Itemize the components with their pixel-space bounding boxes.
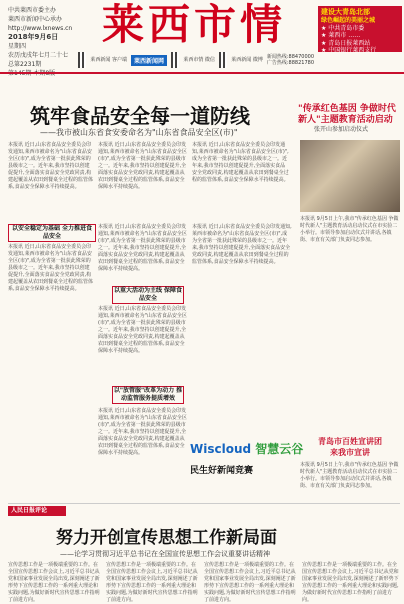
section-divider <box>8 503 400 504</box>
ad-line: 绿色崛起的美丽之城 <box>321 17 376 24</box>
ad-line: ★ 中共青岛市委 <box>321 24 365 32</box>
masthead-info <box>8 6 73 78</box>
second-body-col3: 宣传思想工作是一项极端重要的工作。在全国宣传思想工作会议上,习近平总书记从党和国家事业发展全局出发,深刻阐述了新形势下宣传思想工作的一系列重大理论和实践问题,为做好新时代宣传思想工作指明了前进方向。 <box>204 562 296 603</box>
second-headline[interactable]: 努力开创宣传思想工作新局面 <box>56 528 277 548</box>
phone-info <box>267 54 314 66</box>
promo-block[interactable] <box>190 440 304 496</box>
wiscloud-logo-en: Wiscloud <box>190 442 252 456</box>
ad-line: ★ 青岛日报莱西站 <box>321 39 371 47</box>
wiscloud-logo <box>190 440 304 457</box>
weekday: 星期四 <box>8 43 27 50</box>
lead-body-col3: 本报讯 近日,山东省食品安全委员会印发通知,莱西市被命名为"山东省食品安全区(市)",成为全省第一批获此殊荣的县级市之一。近年来,我市坚持以创建促提升,全面落实食品安全党政同责,构建起覆盖从农田到餐桌全过程的监管体系,食品安全保障水平持续提高。 <box>192 142 289 183</box>
top-ad[interactable] <box>318 6 402 52</box>
second-body-col4: 宣传思想工作是一项极端重要的工作。在全国宣传思想工作会议上,习近平总书记从党和国家事业发展全局出发,深刻阐述了新形势下宣传思想工作的一系列重大理论和实践问题,为做好新时代宣传思想工作指明了前进方向。 <box>302 562 399 603</box>
qr-label: 莱西新闻 微博 <box>231 57 263 63</box>
website-url[interactable]: http://www.lxnews.cn <box>8 25 73 32</box>
subtitle-box: 以重大活动为主线 保障食品安全 <box>113 287 183 302</box>
wiscloud-logo-cn: 智慧云谷 <box>255 442 304 456</box>
lead-body-col1: 本报讯 近日,山东省食品安全委员会印发通知,莱西市被命名为"山东省食品安全区(市)",成为全省第一批获此殊荣的县级市之一。近年来,我市坚持以创建促提升,全面落实食品安全党政同责,构建起覆盖从农田到餐桌全过程的监管体系,食品安全保障水平持续提高。 <box>8 142 94 190</box>
subtitle-box: 以安全稳定为基础 全力推进食品安全 <box>8 224 96 242</box>
total-issue: 总第2231期 <box>8 61 42 68</box>
qingdao-body: 本报讯 9月5日上午,我市"传承红色基因 争做时代新人"主题教育活动启动仪式在市实验二小举行。市领导参加启动仪式并讲话,各镇街、市直有关部门负责同志参加。 <box>300 462 399 489</box>
ad-headline: 建设大青岛北部 <box>321 8 370 16</box>
qr-strip <box>78 50 314 70</box>
second-subhead: ——论学习贯彻习近平总书记在全国宣传思想工作会议重要讲话精神 <box>60 550 270 558</box>
issue-date: 2018年9月6日 <box>8 33 59 41</box>
qr-code-icon[interactable] <box>219 52 227 68</box>
lead-body-col3b: 本报讯 近日,山东省食品安全委员会印发通知,莱西市被命名为"山东省食品安全区(市)",成为全省第一批获此殊荣的县级市之一。近年来,我市坚持以创建促提升,全面落实食品安全党政同责,构建起覆盖从农田到餐桌全过程的监管体系,食品安全保障水平持续提高。 <box>192 224 292 265</box>
phone-line: 广告热线:88821780 <box>266 60 315 66</box>
lead-body-col2c: 本报讯 近日,山东省食品安全委员会印发通知,莱西市被命名为"山东省食品安全区(市)",成为全省第一批获此殊荣的县级市之一。近年来,我市坚持以创建促提升,全面落实食品安全党政同责,构建起覆盖从农田到餐桌全过程的监管体系,食品安全保障水平持续提高。 <box>98 306 187 354</box>
side-body: 本报讯 9月5日上午,我市"传承红色基因 争做时代新人"主题教育活动启动仪式在市实验二小举行。市领导参加启动仪式并讲话,各镇街、市直有关部门负责同志参加。 <box>300 216 399 243</box>
promo-caption: 民生好新闻竞赛 <box>190 466 254 476</box>
ad-line: ★ 中国银行莱西支行 <box>321 47 377 54</box>
side-photo <box>300 140 400 212</box>
second-body-col2: 宣传思想工作是一项极端重要的工作。在全国宣传思想工作会议上,习近平总书记从党和国家事业发展全局出发,深刻阐述了新形势下宣传思想工作的一系列重大理论和实践问题,为做好新时代宣传思想工作指明了前进方向。 <box>106 562 198 603</box>
lead-headline[interactable]: 筑牢食品安全每一道防线 <box>30 104 250 128</box>
lead-body-col2: 本报讯 近日,山东省食品安全委员会印发通知,莱西市被命名为"山东省食品安全区(市)",成为全省第一批获此殊荣的县级市之一。近年来,我市坚持以创建促提升,全面落实食品安全党政同责,构建起覆盖从农田到餐桌全过程的监管体系,食品安全保障水平持续提高。 <box>98 142 187 190</box>
qr-label: 莱西市情 微信 <box>183 57 215 63</box>
lead-body-col1b: 本报讯 近日,山东省食品安全委员会印发通知,莱西市被命名为"山东省食品安全区(市)",成为全省第一批获此殊荣的县级市之一。近年来,我市坚持以创建促提升,全面落实食品安全党政同责,构建起覆盖从农田到餐桌全过程的监管体系,食品安全保障水平持续提高。 <box>8 244 94 292</box>
qr-code-icon[interactable] <box>78 52 86 68</box>
qingdao-headline[interactable] <box>300 436 400 458</box>
paper-title: 莱西市情 <box>101 0 286 49</box>
qr-code-icon[interactable] <box>171 52 179 68</box>
ad-line: ★ 莱西市 …… <box>321 32 361 39</box>
lead-subhead: ——我市被山东省食安委命名为"山东省食品安全区(市)" <box>40 128 238 137</box>
lead-body-col2d: 本报讯 近日,山东省食品安全委员会印发通知,莱西市被命名为"山东省食品安全区(市)",成为全省第一批获此殊荣的县级市之一。近年来,我市坚持以创建促提升,全面落实食品安全党政同责,构建起覆盖从农田到餐桌全过程的监管体系,食品安全保障水平持续提高。 <box>98 408 187 456</box>
phone-line: 新闻热线:88470000 <box>266 54 315 60</box>
section-label: 人民日报评论 <box>8 506 66 516</box>
masthead-rule <box>0 72 404 74</box>
subtitle-box: 以"放管服"改革为动力 推动监管服务提质增效 <box>113 387 183 402</box>
qr-label: 莱西新闻 客户端 <box>90 57 127 63</box>
lunar-date: 农历戊戌年七月二十七 <box>8 52 69 59</box>
masthead-title <box>78 2 310 48</box>
second-body-col1: 宣传思想工作是一项极端重要的工作。在全国宣传思想工作会议上,习近平总书记从党和国家事业发展全局出发,深刻阐述了新形势下宣传思想工作的一系列重大理论和实践问题,为做好新时代宣传思想工作指明了前进方向。 <box>8 562 100 603</box>
site-logo[interactable]: 莱西新闻网 <box>131 55 167 66</box>
side-headline[interactable]: "传承红色基因 争做时代新人"主题教育活动启动 <box>298 104 396 125</box>
side-subhead: 张开山参加启动仪式 <box>314 126 369 133</box>
publisher-line: 莱西市新闻中心承办 <box>8 16 63 23</box>
qingdao-line1: 青岛市百姓宣讲团 <box>318 437 382 446</box>
qingdao-line2: 来我市宣讲 <box>330 448 370 457</box>
lead-body-col2b: 本报讯 近日,山东省食品安全委员会印发通知,莱西市被命名为"山东省食品安全区(市)",成为全省第一批获此殊荣的县级市之一。近年来,我市坚持以创建促提升,全面落实食品安全党政同责,构建起覆盖从农田到餐桌全过程的监管体系,食品安全保障水平持续提高。 <box>98 224 187 272</box>
publisher-line: 中共莱西市委主办 <box>8 7 57 14</box>
